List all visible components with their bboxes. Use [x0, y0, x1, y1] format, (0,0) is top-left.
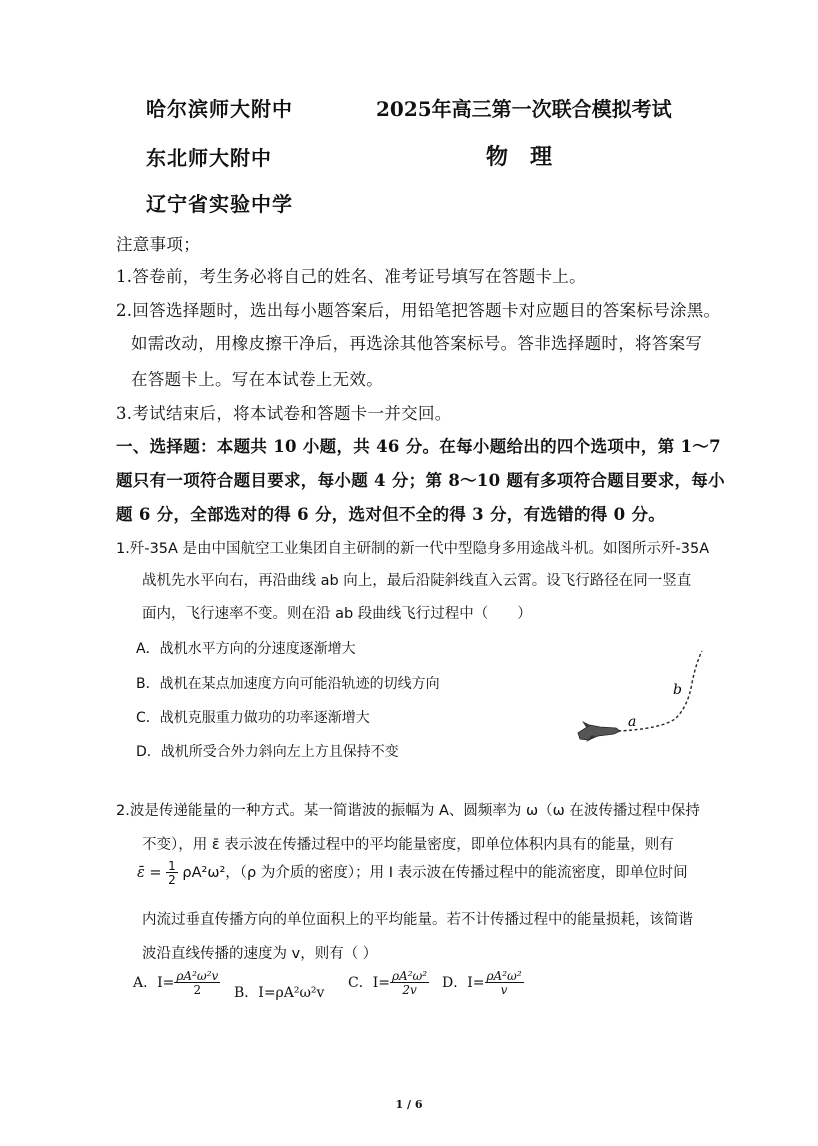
- subject-title: 物 理: [486, 144, 553, 170]
- note-item-2-cont: 如需改动，用橡皮擦干净后，再选涂其他答案标号。答非选择题时，将答案写: [131, 334, 703, 353]
- q2-stem-line-2: 不变），用 ε̄ 表示波在传播过程中的平均能量密度，即单位体积内具有的能量，则有: [142, 837, 674, 853]
- half-fraction: [166, 860, 178, 886]
- label-a: a: [628, 714, 637, 730]
- q2-option-d: [442, 970, 524, 996]
- q1-option-c: C．战机克服重力做功的功率逐渐增大: [136, 710, 370, 726]
- q1-stem-line-2: 战机先水平向右，再沿曲线 ab 向上，最后沿陡斜线直入云霄。设飞行路径在同一竖直: [142, 573, 692, 589]
- half-denominator: 2: [168, 873, 176, 887]
- q2-option-c-denominator: 2v: [402, 983, 417, 997]
- q2-option-a: [133, 970, 220, 996]
- q1-option-d: D．战机所受合外力斜向左上方且保持不变: [136, 744, 399, 760]
- q2-option-a-denominator: 2: [193, 983, 202, 997]
- page-number: 1 / 6: [395, 1098, 423, 1111]
- q2-option-d-prefix: D．I=: [442, 975, 485, 991]
- school-name-3: 辽宁省实验中学: [146, 192, 293, 216]
- q2-option-a-prefix: A．I=: [133, 975, 175, 991]
- q1-stem-line-3: 面内，飞行速率不变。则在沿 ab 段曲线飞行过程中（ ）: [142, 606, 532, 622]
- note-item-2: 2.回答选择题时，选出每小题答案后，用铅笔把答题卡对应题目的答案标号涂黑。: [116, 301, 721, 320]
- fighter-jet-icon: [578, 721, 620, 742]
- q2-option-a-fraction: [174, 970, 220, 996]
- q2-stem-line-4: 内流过垂直传播方向的单位面积上的平均能量。若不计传播过程中的能量损耗，该简谐: [142, 912, 693, 928]
- q1-trajectory-figure: [570, 645, 720, 745]
- q2-option-d-denominator: v: [500, 983, 508, 997]
- school-name-1: 哈尔滨师大附中: [146, 97, 293, 121]
- q2-stem-line-1: 2.波是传递能量的一种方式。某一简谐波的振幅为 A、圆频率为 ω（ω 在波传播过程中保持: [116, 803, 700, 819]
- q1-stem-line-1: 1.歼-35A 是由中国航空工业集团自主研制的新一代中型隐身多用途战斗机。如图所示歼-35A: [116, 541, 710, 557]
- q2-option-c-numerator: ρA²ω²: [391, 969, 428, 983]
- q2-option-c: [348, 970, 429, 996]
- note-item-2-cont2: 在答题卡上。写在本试卷上无效。: [131, 370, 383, 389]
- q2-stem-line-5: 波沿直线传播的速度为 v，则有（ ）: [142, 946, 378, 962]
- q2-option-b: B．I=ρA²ω²v: [234, 985, 325, 1001]
- q2-option-c-prefix: C．I=: [348, 975, 390, 991]
- school-name-2: 东北师大附中: [146, 146, 272, 170]
- notes-heading: 注意事项；: [116, 235, 200, 254]
- half-numerator: 1: [168, 859, 176, 873]
- exam-title: 2025年高三第一次联合模拟考试: [376, 97, 672, 121]
- q2-option-a-numerator: ρA²ω²v: [176, 969, 219, 983]
- q2-option-d-fraction: [485, 970, 524, 996]
- q1-option-a: A．战机水平方向的分速度逐渐增大: [136, 641, 356, 657]
- q2-option-d-numerator: ρA²ω²: [486, 969, 522, 983]
- q2-option-c-fraction: [390, 970, 429, 996]
- label-b: b: [673, 682, 682, 698]
- energy-density-symbol: ε̄ =: [137, 865, 162, 881]
- section-instruction-line-2: 题只有一项符合题目要求，每小题 4 分；第 8～10 题有多项符合题目要求，每小: [116, 471, 725, 490]
- note-item-3: 3.考试结束后，将本试卷和答题卡一并交回。: [116, 404, 452, 423]
- note-item-1: 1.答卷前，考生务必将自己的姓名、准考证号填写在答题卡上。: [116, 267, 586, 286]
- section-instruction-line-1: 一、选择题：本题共 10 小题，共 46 分。在每小题给出的四个选项中，第 1～7: [116, 437, 721, 456]
- q2-stem-line-3: [137, 860, 688, 886]
- q1-option-b: B．战机在某点加速度方向可能沿轨迹的切线方向: [136, 676, 440, 692]
- q2-stem-line-3-rest: ρA²ω²，（ρ 为介质的密度）；用 I 表示波在传播过程中的能流密度，即单位时间: [182, 865, 688, 881]
- section-instruction-line-3: 题 6 分，全部选对的得 6 分，选对但不全的得 3 分，有选错的得 0 分。: [116, 505, 666, 524]
